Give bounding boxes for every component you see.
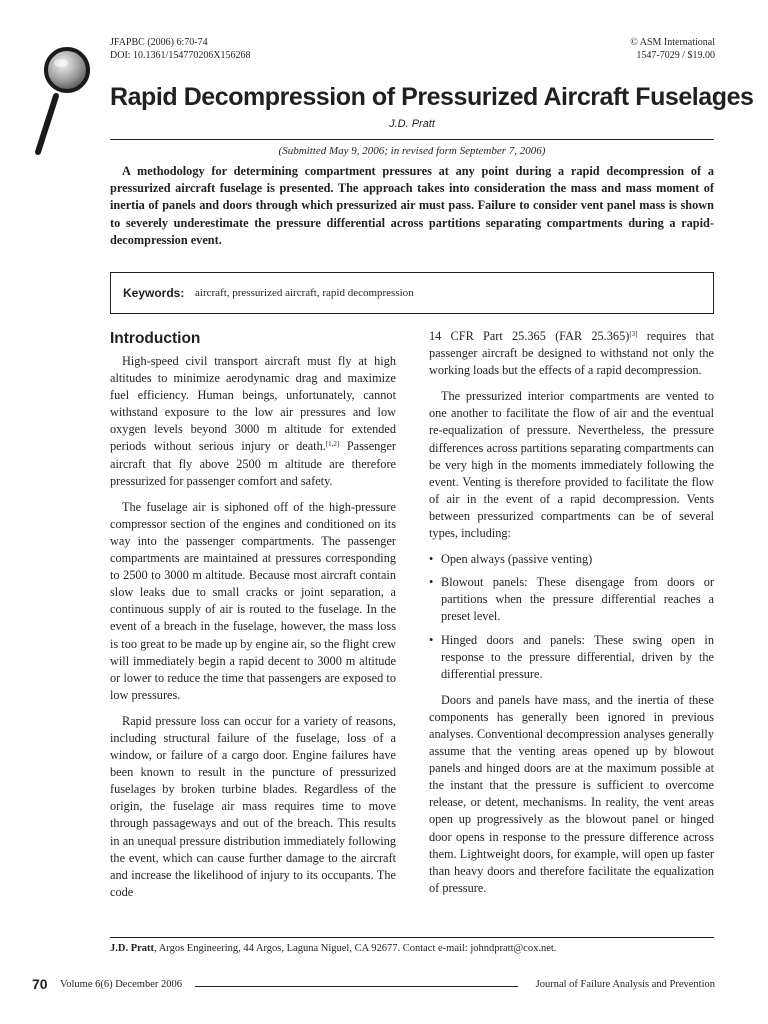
paragraph <box>110 353 396 490</box>
copyright: © ASM International <box>630 37 715 48</box>
paragraph: The fuselage air is siphoned off of the high-pressure compressor section of the engines and conditioned on its way into the passenger compartments. The passenger compartments are maintained at pressures corresponding to 2500 to 3000 m altitude. Because most aircraft contain slow leaks due to small cracks or joint separation, a continuous supply of air is routed to the fuselage. In the event of a breach in the fuselage, however, the mass loss is too great to be made up by engine air, so the flight crew will immediately begin a rapid decent to 3000 m altitude or lower to reduce the time that passengers are exposed to low pressures. <box>110 499 396 702</box>
author-affiliation <box>110 943 714 954</box>
magnifier-logo-icon <box>30 46 92 158</box>
citation-ref[interactable]: [3] <box>629 330 638 338</box>
paragraph-text: 14 CFR Part 25.365 (FAR 25.365) <box>429 329 630 343</box>
bullet-icon: • <box>429 552 434 567</box>
list-item <box>429 574 714 625</box>
paragraph-text: High-speed civil transport aircraft must fly at high altitudes to minimize aerodynamic drag and maximize fuel efficiency. Human beings, unfortunately, cannot withstand exposure to the low air pressures and low oxygen levels beyond 3000 m altitude for extended periods without serious injury or death. <box>110 354 396 454</box>
header-right <box>630 37 715 62</box>
footer-journal: Journal of Failure Analysis and Prevention <box>535 979 715 990</box>
vent-types-list <box>429 551 714 683</box>
keywords-box <box>110 272 714 314</box>
paragraph: The pressurized interior compartments are vented to one another to facilitate the flow of air and the eventual re-equalization of pressure. Nevertheless, the pressure differences across partitions separating compartments can be very high in the moments immediately following the event. Venting is therefore provided to facilitate the flow of air in the event of a rapid decompression. Vents between pressurized compartments can be of several types, including: <box>429 389 714 541</box>
affiliation-text: , Argos Engineering, 44 Argos, Laguna Niguel, CA 92677. Contact e-mail: johndpratt@cox.net. <box>154 943 557 954</box>
paragraph <box>429 328 714 379</box>
list-item-text: Hinged doors and panels: These swing open in response to the pressure differential, driven by the differential pressure. <box>441 632 714 681</box>
affiliation-name: J.D. Pratt <box>110 943 155 954</box>
header-left <box>110 37 251 62</box>
paragraph: Rapid pressure loss can occur for a variety of reasons, including structural failure of the fuselage, loss of a window, or failure of a cargo door. Engine failures have been known to result in the puncture of pressurized fuselages by broken turbine blades. Regardless of the origin, the fuselage air mass requires time to move through passageways and out of the breach. This results in an unequal pressure distribution immediately following the event, which can cause further damage to the aircraft and increase the likelihood of injury to its occupants. The code <box>110 713 396 899</box>
affiliation-rule <box>110 937 714 938</box>
section-heading-introduction: Introduction <box>110 330 201 347</box>
list-item-text: Blowout panels: These disengage from doors or partitions when the pressure differential reaches a preset level. <box>441 575 714 624</box>
submission-dates: (Submitted May 9, 2006; in revised form September 7, 2006) <box>278 145 546 157</box>
paper-title: Rapid Decompression of Pressurized Aircraft Fuselages <box>110 83 754 111</box>
keywords-label: Keywords: <box>123 286 185 300</box>
doi[interactable]: DOI: 10.1361/154770206X156268 <box>110 49 251 61</box>
abstract: A methodology for determining compartment pressures at any point during a rapid decompression of a pressurized aircraft fuselage is presented. The approach takes into consideration the mass and mass moment of inertia of panels and doors through which pressurized air must pass. Failure to consider vent panel mass is shown to severely underestimate the pressure differential across partitions separating compartments during a rapid-decompression event. <box>110 164 714 247</box>
list-item <box>429 632 714 683</box>
keywords-text: aircraft, pressurized aircraft, rapid decompression <box>195 287 414 299</box>
citation-ref[interactable]: [1,2] <box>325 440 340 449</box>
author: J.D. Pratt <box>389 118 435 130</box>
issn-price: 1547-7029 / $19.00 <box>636 49 715 61</box>
paragraph-text: Passenger aircraft that fly above 2500 m altitude are therefore pressurized for passenger comfort and safety. <box>110 439 397 488</box>
left-column <box>110 328 396 910</box>
paragraph-text: requires that passenger aircraft be designed to withstand not only the working loads but the effects of a rapid decompression. <box>429 329 714 378</box>
bullet-icon: • <box>429 632 434 647</box>
bullet-icon: • <box>429 575 434 590</box>
journal-reference: JFAPBC (2006) 6:70-74 <box>110 37 208 48</box>
right-column <box>429 328 714 906</box>
page-number: 70 <box>32 976 48 992</box>
footer-volume: Volume 6(6) December 2006 <box>60 979 182 990</box>
list-item <box>429 551 714 568</box>
list-item-text: Open always (passive venting) <box>441 552 593 567</box>
footer-rule <box>195 986 518 987</box>
paragraph: Doors and panels have mass, and the inertia of these components has generally been ignored in previous analyses. Conventional decompression analyses generally assume that the venting areas opened up by blowout panels and hinged doors are at the maximum possible at the instant that the pressure is sufficient to overcome release, or detent, mechanisms. In reality, the vent areas open up progressively as the blowout panel or hinged door opens in response to the pressure difference across them. Lightweight doors, for example, will open up faster than heavy doors and therefore facilitate the equalization of pressure. <box>429 692 714 895</box>
title-rule <box>110 139 714 140</box>
